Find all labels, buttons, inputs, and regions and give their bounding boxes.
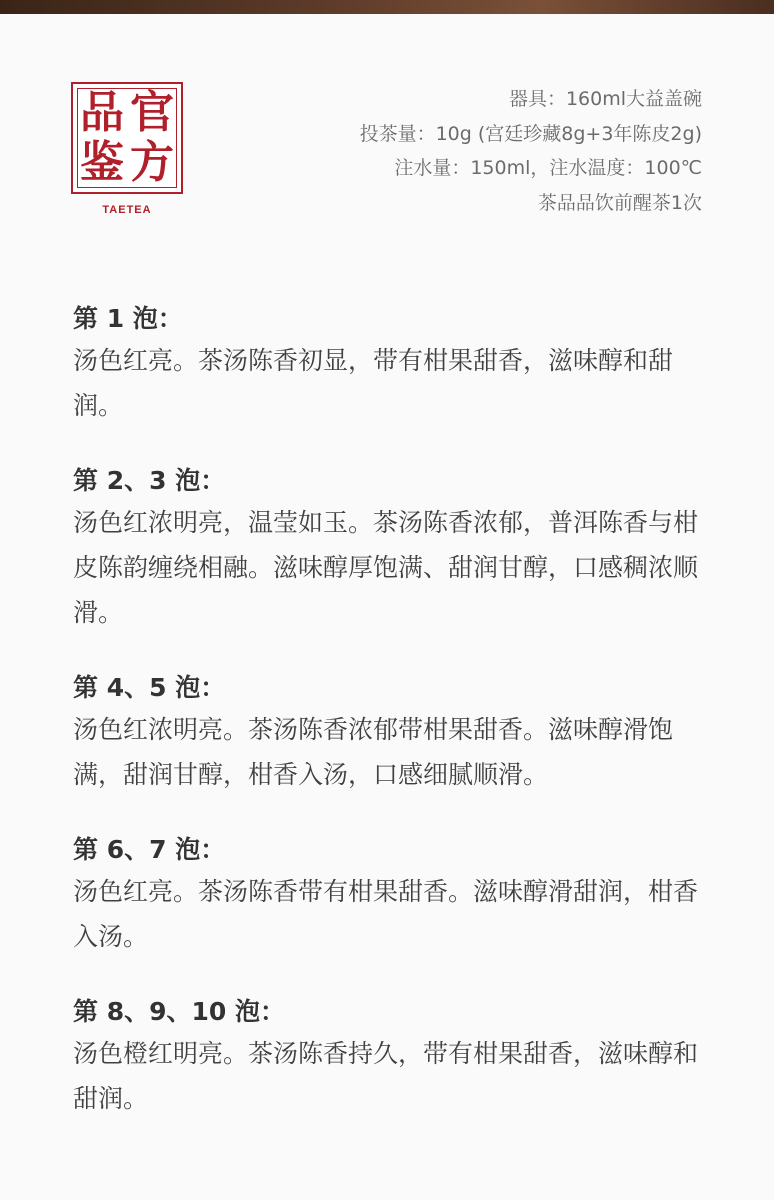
brew-description: 汤色红亮。茶汤陈香初显，带有柑果甜香，滋味醇和甜润。 xyxy=(73,346,674,420)
brew-description: 汤色红浓明亮，温莹如玉。茶汤陈香浓郁，普洱陈香与柑皮陈韵缠绕相融。滋味醇厚饱满、甜润甘醇，口感稠浓顺滑。 xyxy=(73,508,699,627)
spec-vessel: 器具：160ml大益盖碗 xyxy=(508,88,702,110)
brew-notes xyxy=(73,300,713,1121)
brew-title: 第 6、7 泡： xyxy=(73,835,226,864)
brew-title: 第 1 泡： xyxy=(73,304,183,333)
seal-char: 鉴 xyxy=(80,137,124,188)
brew-description: 汤色红亮。茶汤陈香带有柑果甜香。滋味醇滑甜润，柑香入汤。 xyxy=(73,877,699,951)
taetea-seal-logo xyxy=(71,82,183,194)
seal-char: 品 xyxy=(80,87,124,138)
brew-section xyxy=(73,462,713,635)
spec-water: 注水量：150ml，注水温度：100℃ xyxy=(394,157,702,179)
brew-section xyxy=(73,300,713,428)
brewing-specs xyxy=(360,82,702,220)
seal-char: 官 xyxy=(130,87,174,138)
brew-section xyxy=(73,993,713,1121)
brew-section xyxy=(73,831,713,959)
brew-title: 第 8、9、10 泡： xyxy=(73,997,285,1026)
brew-description: 汤色橙红明亮。茶汤陈香持久，带有柑果甜香，滋味醇和甜润。 xyxy=(73,1039,699,1113)
brew-title: 第 4、5 泡： xyxy=(73,673,226,702)
brew-description: 汤色红浓明亮。茶汤陈香浓郁带柑果甜香。滋味醇滑饱满，甜润甘醇，柑香入汤，口感细腻顺滑。 xyxy=(73,715,674,789)
brew-title: 第 2、3 泡： xyxy=(73,466,226,495)
spec-awaken-note: 茶品品饮前醒茶1次 xyxy=(537,191,702,214)
spec-tea-amount: 投茶量：10g (宫廷珍藏8g+3年陈皮2g) xyxy=(359,122,702,145)
top-photo-strip xyxy=(0,0,774,14)
seal-char: 方 xyxy=(130,137,174,188)
brew-section xyxy=(73,669,713,797)
brand-name: TAETEA xyxy=(102,204,152,216)
